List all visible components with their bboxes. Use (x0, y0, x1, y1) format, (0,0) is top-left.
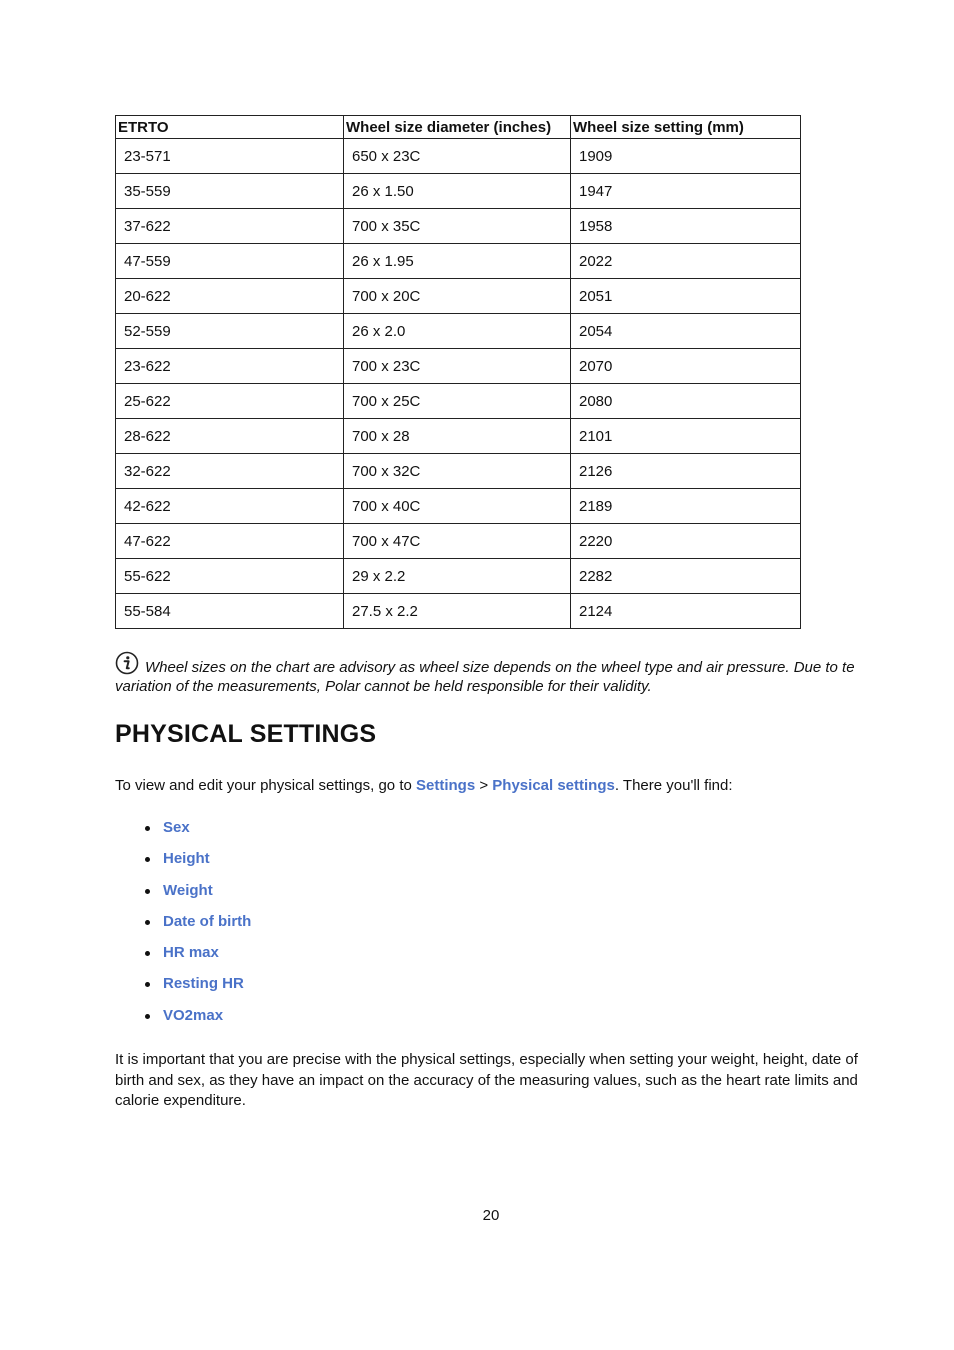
table-header-row (116, 116, 801, 139)
list-item (115, 974, 251, 1005)
cell-diameter: 29 x 2.2 (344, 559, 571, 594)
bullet-icon (145, 982, 150, 987)
cell-setting: 1958 (571, 209, 801, 244)
cell-etrto: 47-622 (116, 524, 344, 559)
page-number: 20 (482, 1207, 500, 1224)
column-header-diameter: Wheel size diameter (inches) (344, 116, 571, 139)
table-row (116, 594, 801, 629)
cell-setting: 2022 (571, 244, 801, 279)
bullet-icon (145, 857, 150, 862)
intro-text-before: To view and edit your physical settings, go to (115, 777, 416, 794)
cell-etrto: 23-622 (116, 349, 344, 384)
table-row (116, 314, 801, 349)
table-row (116, 209, 801, 244)
list-item (115, 881, 251, 912)
cell-setting: 2126 (571, 454, 801, 489)
cell-diameter: 700 x 23C (344, 349, 571, 384)
intro-text-after: . There you'll find: (614, 777, 733, 794)
cell-etrto: 42-622 (116, 489, 344, 524)
advisory-note (115, 651, 865, 696)
cell-diameter: 700 x 35C (344, 209, 571, 244)
cell-etrto: 52-559 (116, 314, 344, 349)
table-row (116, 419, 801, 454)
cell-etrto: 55-584 (116, 594, 344, 629)
resting-hr-link[interactable]: Resting HR (163, 975, 244, 993)
cell-etrto: 55-622 (116, 559, 344, 594)
table-row (116, 139, 801, 174)
intro-paragraph (115, 776, 733, 795)
cell-setting: 2124 (571, 594, 801, 629)
page-title: PHYSICAL SETTINGS (115, 720, 377, 748)
cell-etrto: 32-622 (116, 454, 344, 489)
cell-setting: 2080 (571, 384, 801, 419)
table-row (116, 349, 801, 384)
cell-diameter: 650 x 23C (344, 139, 571, 174)
column-header-setting: Wheel size setting (mm) (571, 116, 801, 139)
cell-setting: 1947 (571, 174, 801, 209)
cell-diameter: 26 x 2.0 (344, 314, 571, 349)
cell-etrto: 28-622 (116, 419, 344, 454)
table-row (116, 454, 801, 489)
cell-diameter: 26 x 1.95 (344, 244, 571, 279)
bullet-icon (145, 826, 150, 831)
cell-etrto: 25-622 (116, 384, 344, 419)
table-row (116, 524, 801, 559)
physical-settings-list (115, 818, 251, 1037)
cell-diameter: 700 x 20C (344, 279, 571, 314)
list-item (115, 849, 251, 880)
bullet-icon (145, 920, 150, 925)
cell-diameter: 700 x 25C (344, 384, 571, 419)
sex-link[interactable]: Sex (163, 819, 190, 836)
table-row (116, 559, 801, 594)
list-item (115, 818, 251, 849)
breadcrumb-separator: > (475, 777, 493, 794)
note-text: Wheel sizes on the chart are advisory as wheel size depends on the wheel type and air pressure. Due to te variation of the measurements, Polar cannot be held responsible for their validity. (115, 659, 855, 695)
table-row (116, 489, 801, 524)
height-link[interactable]: Height (163, 850, 210, 868)
cell-setting: 2054 (571, 314, 801, 349)
weight-link[interactable]: Weight (163, 881, 213, 899)
cell-etrto: 23-571 (116, 139, 344, 174)
cell-etrto: 47-559 (116, 244, 344, 279)
cell-setting: 2189 (571, 489, 801, 524)
physical-settings-link[interactable]: Physical settings (492, 777, 615, 794)
cell-diameter: 27.5 x 2.2 (344, 594, 571, 629)
cell-setting: 2051 (571, 279, 801, 314)
table-row (116, 279, 801, 314)
settings-link[interactable]: Settings (416, 777, 476, 794)
cell-setting: 2220 (571, 524, 801, 559)
bullet-icon (145, 951, 150, 956)
closing-paragraph: It is important that you are precise with the physical settings, especially when setting your weight, height, date of birth and sex, as they have an impact on the accuracy of the measuring values, such as the heart rate limits and calorie expenditure. (115, 1051, 858, 1109)
hr-max-link[interactable]: HR max (163, 944, 219, 962)
wheel-size-table (115, 115, 801, 629)
cell-etrto: 20-622 (116, 279, 344, 314)
list-item (115, 943, 251, 974)
cell-diameter: 700 x 28 (344, 419, 571, 454)
bullet-icon (145, 1014, 150, 1019)
vo2max-link[interactable]: VO2max (163, 1006, 224, 1024)
cell-etrto: 35-559 (116, 174, 344, 209)
cell-setting: 2101 (571, 419, 801, 454)
table-row (116, 384, 801, 419)
cell-setting: 2282 (571, 559, 801, 594)
column-header-etrto: ETRTO (116, 116, 344, 139)
cell-diameter: 26 x 1.50 (344, 174, 571, 209)
table-row (116, 244, 801, 279)
list-item (115, 912, 251, 943)
cell-diameter: 700 x 40C (344, 489, 571, 524)
date-of-birth-link[interactable]: Date of birth (163, 912, 252, 930)
cell-setting: 1909 (571, 139, 801, 174)
table-row (116, 174, 801, 209)
cell-setting: 2070 (571, 349, 801, 384)
bullet-icon (145, 889, 150, 894)
list-item (115, 1006, 251, 1037)
cell-diameter: 700 x 47C (344, 524, 571, 559)
info-icon (115, 651, 139, 675)
cell-diameter: 700 x 32C (344, 454, 571, 489)
cell-etrto: 37-622 (116, 209, 344, 244)
